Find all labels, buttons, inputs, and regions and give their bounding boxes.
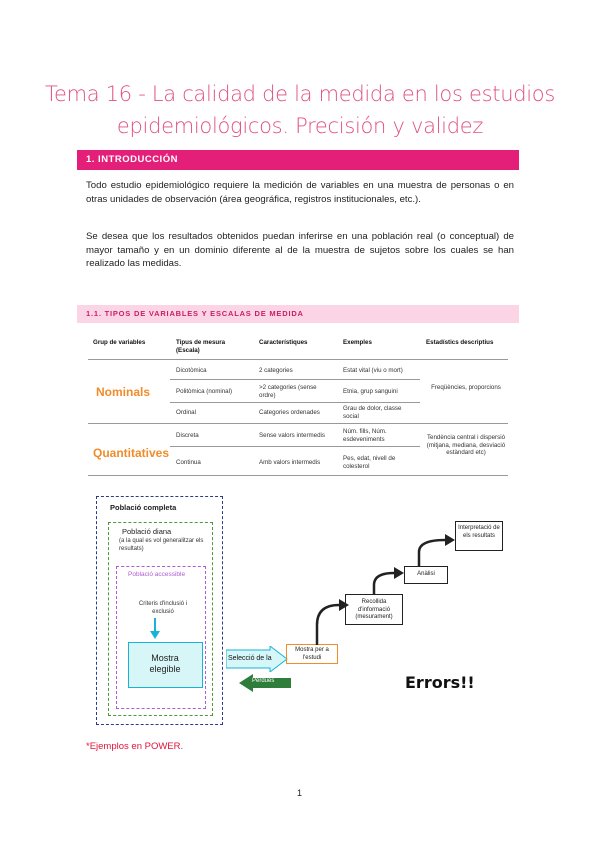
table-row-ex: Grau de dolor, classe social bbox=[343, 405, 402, 420]
paragraph-1: Todo estudio epidemiológico requiere la medición de variables en una muestra de personas o en otras unidades de observación (área geográfica, registros institucionales, etc.). bbox=[86, 180, 514, 205]
paragraph-2: Se desea que los resultados obtenidos puedan inferirse en una población real (o conceptual) de mayor tamaño y en un dominio diferente al de la muestra de sujetos sobre los cuales se han realizado las medidas. bbox=[86, 231, 514, 269]
poblacio-accessible-label: Població accessible bbox=[128, 571, 186, 578]
down-arrow-icon bbox=[148, 618, 162, 640]
table-rule bbox=[88, 359, 508, 360]
table-row-ex: Núm. fills, Núm. esdeveniments bbox=[343, 428, 387, 443]
table-row-tipus: Ordinal bbox=[176, 409, 196, 416]
mostra-elegible-label: Mostra elegible bbox=[149, 653, 181, 674]
table-row-tipus: Dicotòmica bbox=[176, 367, 207, 374]
table-row-car: Categories ordenades bbox=[259, 409, 320, 416]
errors-label: Errors!! bbox=[405, 673, 475, 692]
poblacio-completa-label: Població completa bbox=[110, 503, 177, 512]
interpretacio-box bbox=[455, 521, 503, 551]
table-row-car: >2 categories (sense ordre) bbox=[259, 384, 317, 399]
title-line-1: Tema 16 - La calidad de la medida en los estudios bbox=[45, 82, 555, 106]
stat-nominal: Freqüències, proporcions bbox=[431, 384, 501, 391]
interpretacio-label: Interpretació de els resultats bbox=[458, 525, 500, 539]
table-rule bbox=[88, 475, 508, 476]
group-quantitatives: Quantitatives bbox=[93, 446, 170, 460]
table-rule bbox=[170, 446, 420, 447]
table-row-tipus: Continua bbox=[176, 459, 201, 466]
seleccio-label: Selecció de la bbox=[228, 655, 272, 662]
mostra-elegible-box bbox=[128, 642, 203, 688]
table-rule bbox=[170, 402, 420, 403]
mostra-estudi-box bbox=[286, 644, 338, 664]
page-title bbox=[40, 78, 560, 142]
group-nominals: Nominals bbox=[96, 385, 151, 399]
table-header-tipus: Tipus de mesura (Escala) bbox=[176, 339, 226, 354]
page-number: 1 bbox=[296, 788, 302, 798]
criteris-label: Criteris d'inclusió i exclusió bbox=[138, 601, 188, 615]
note-power: *Ejemplos en POWER. bbox=[86, 741, 184, 752]
mostra-estudi-label: Mostra per a l'estudi bbox=[295, 647, 329, 661]
table-row-tipus: Discreta bbox=[176, 432, 199, 439]
table-row-ex: Etnia, grup sanguini bbox=[343, 388, 398, 395]
section-heading-introduccion: 1. INTRODUCCIÓN bbox=[77, 150, 519, 170]
title-line-2: epidemiológicos. Precisión y validez bbox=[116, 114, 484, 138]
table-row-tipus: Politòmica (nominal) bbox=[176, 388, 233, 395]
recollida-box bbox=[345, 594, 403, 625]
table-row-car: Sense valors intermedis bbox=[259, 432, 326, 439]
table-rule bbox=[170, 379, 420, 380]
table-row-ex: Estat vital (viu o mort) bbox=[343, 367, 403, 374]
table-row-car: 2 categories bbox=[259, 367, 293, 374]
table-header-exemples: Exemples bbox=[343, 339, 372, 346]
recollida-label: Recollida d'informació (mesurament) bbox=[355, 599, 393, 620]
table-row-car: Amb valors intermedis bbox=[259, 459, 321, 466]
poblacio-diana-label: Població diana bbox=[122, 527, 172, 536]
table-header-caracteristiques: Característiques bbox=[259, 339, 308, 346]
poblacio-diana-sub: (a la qual es vol generalitzar els resultats) bbox=[119, 538, 204, 552]
subsection-heading-tipos: 1.1. TIPOS DE VARIABLES Y ESCALAS DE MEDIDA bbox=[77, 305, 519, 323]
analisi-box bbox=[404, 566, 448, 584]
table-row-ex: Pes, edat, nivell de colesterol bbox=[343, 455, 396, 470]
table-header-estadistics: Estadístics descriptius bbox=[426, 339, 494, 346]
analisi-label: Anàlisi bbox=[417, 571, 435, 577]
table-header-grup: Grup de variables bbox=[93, 339, 146, 346]
table-rule bbox=[88, 423, 508, 424]
stat-quant: Tendència central i dispersió (mitjana, mediana, desviació estàndard etc) bbox=[426, 434, 506, 456]
perdues-label: Pèrdues bbox=[252, 678, 275, 684]
